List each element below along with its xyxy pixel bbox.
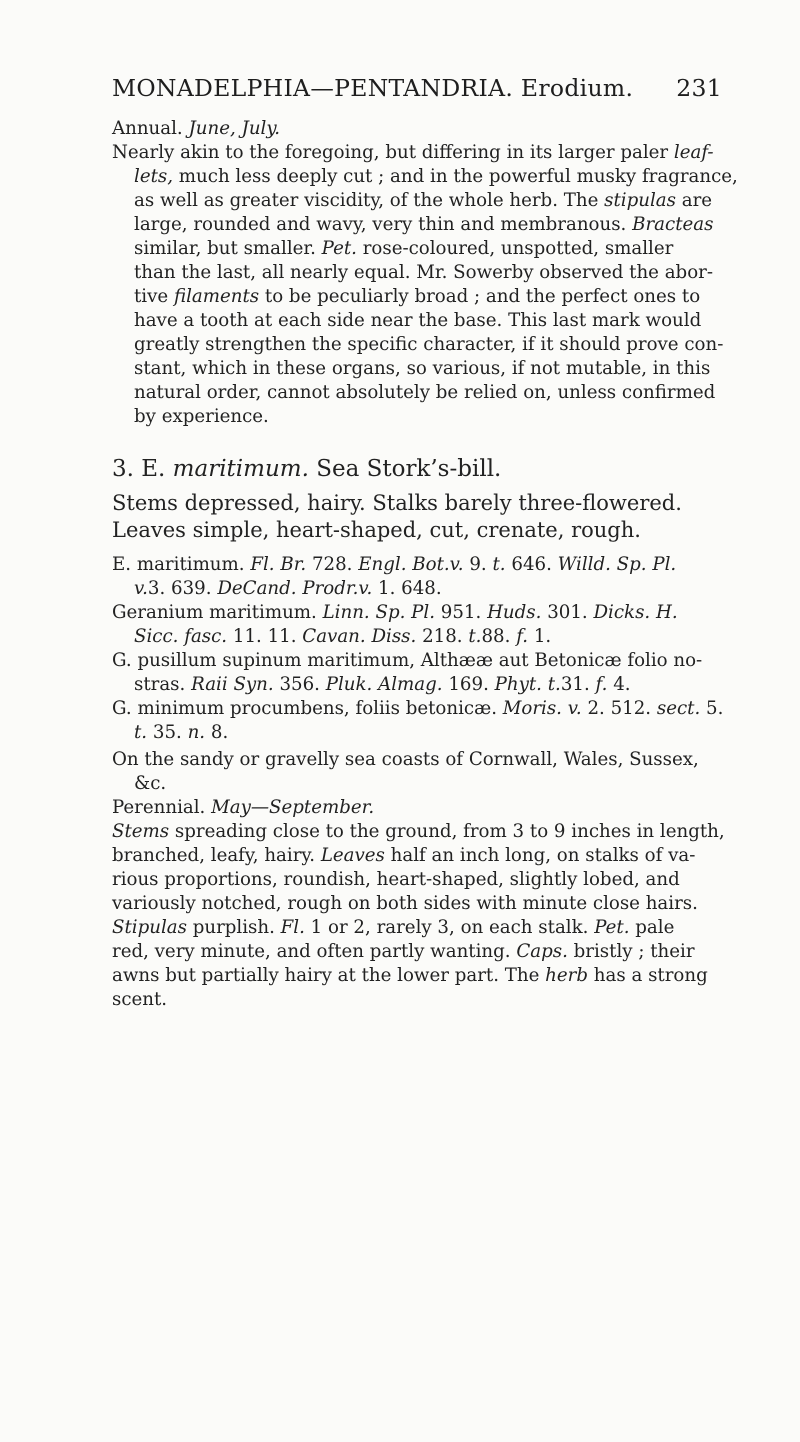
synonym-line: v.3. 639. DeCand. Prodr.v. 1. 648. <box>134 578 442 599</box>
species-heading: 3. E. maritimum. Sea Stork’s-bill. <box>112 456 502 482</box>
running-header <box>112 74 722 102</box>
synonym-line: t. 35. n. 8. <box>134 722 229 743</box>
text-line: greatly strengthen the specific character, if it should prove con- <box>134 334 724 355</box>
description-line: Perennial. May—September. <box>112 797 375 818</box>
habitat <box>112 748 732 796</box>
description-line: red, very minute, and often partly wanting. Caps. bristly ; their <box>112 941 695 962</box>
habitat-line: On the sandy or gravelly sea coasts of Cornwall, Wales, Sussex, <box>112 749 699 770</box>
diagnosis-line: Leaves simple, heart-shaped, cut, crenate, rough. <box>112 518 641 542</box>
description-line: branched, leafy, hairy. Leaves half an inch long, on stalks of va- <box>112 845 696 866</box>
text-line: stant, which in these organs, so various, if not mutable, in this <box>134 358 711 379</box>
text-line: tive filaments to be peculiarly broad ; and the perfect ones to <box>134 286 701 307</box>
synonym-line: G. pusillum supinum maritimum, Althææ aut Betonicæ folio no- <box>112 650 703 671</box>
description-line: scent. <box>112 989 168 1010</box>
text-line: have a tooth at each side near the base. This last mark would <box>134 310 702 331</box>
synonymy <box>112 553 732 745</box>
synonym-line: Sicc. fasc. 11. 11. Cavan. Diss. 218. t.88. f. 1. <box>134 626 552 647</box>
text-line: similar, but smaller. Pet. rose-coloured, unspotted, smaller <box>134 238 674 259</box>
species-diagnosis <box>112 490 732 544</box>
text-line: Annual. June, July. <box>112 118 281 139</box>
description-line: rious proportions, roundish, heart-shaped, slightly lobed, and <box>112 869 680 890</box>
description-line: variously notched, rough on both sides with minute close hairs. <box>112 893 698 914</box>
description-line: Stipulas purplish. Fl. 1 or 2, rarely 3, on each stalk. Pet. pale <box>112 917 675 938</box>
running-title: MONADELPHIA—PENTANDRIA. Erodium. <box>112 74 634 102</box>
synonym-line: stras. Raii Syn. 356. Pluk. Almag. 169. Phyt. t.31. f. 4. <box>134 674 631 695</box>
text-line: natural order, cannot absolutely be relied on, unless confirmed <box>134 382 716 403</box>
synonym-line: E. maritimum. Fl. Br. 728. Engl. Bot.v. 9. t. 646. Willd. Sp. Pl. <box>112 554 677 575</box>
text-line: than the last, all nearly equal. Mr. Sowerby observed the abor- <box>134 262 713 283</box>
text-line: lets, much less deeply cut ; and in the powerful musky fragrance, <box>134 166 738 187</box>
synonym-line: G. minimum procumbens, foliis betonicæ. Moris. v. 2. 512. sect. 5. <box>112 698 724 719</box>
species-description <box>112 796 732 1012</box>
diagnosis-line: Stems depressed, hairy. Stalks barely three-flowered. <box>112 491 682 515</box>
synonym-line: Geranium maritimum. Linn. Sp. Pl. 951. Huds. 301. Dicks. H. <box>112 602 678 623</box>
previous-species-description <box>112 117 738 429</box>
description-line: awns but partially hairy at the lower part. The herb has a strong <box>112 965 708 986</box>
text-line: large, rounded and wavy, very thin and membranous. Bracteas <box>134 214 714 235</box>
page-number: 231 <box>676 74 722 102</box>
species-entry <box>112 454 732 484</box>
text-line: Nearly akin to the foregoing, but differing in its larger paler leaf- <box>112 142 714 163</box>
habitat-line: &c. <box>134 773 167 794</box>
text-line: by experience. <box>134 406 269 427</box>
description-line: Stems spreading close to the ground, from 3 to 9 inches in length, <box>112 821 725 842</box>
text-line: as well as greater viscidity, of the whole herb. The stipulas are <box>134 190 713 211</box>
